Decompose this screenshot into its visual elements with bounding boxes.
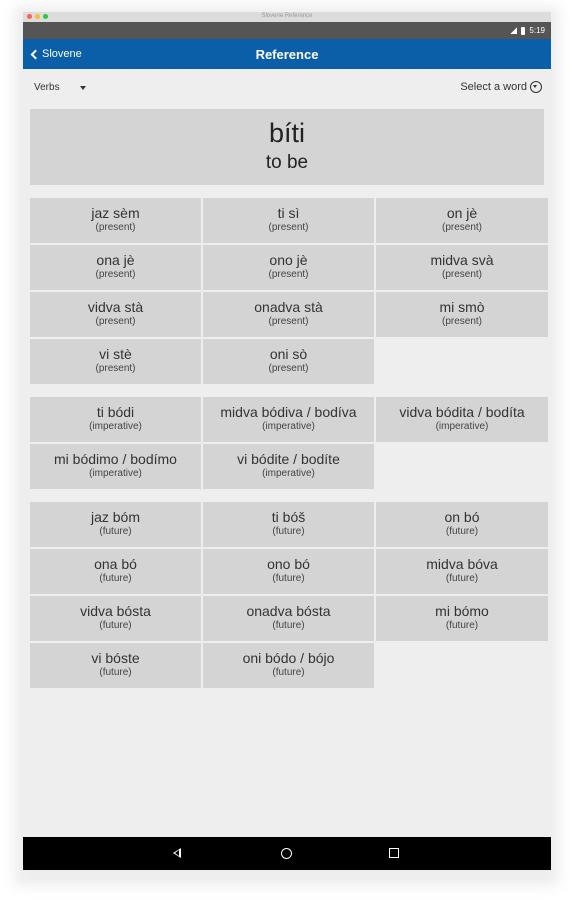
conjugated-form: ona jè bbox=[96, 252, 135, 268]
conjugated-form: oni bódo / bójo bbox=[242, 650, 335, 666]
conjugated-form: ono jè bbox=[269, 252, 308, 268]
conjugation-group bbox=[30, 397, 544, 489]
tense-label: (present) bbox=[95, 363, 136, 374]
conjugated-form: ona bó bbox=[94, 556, 137, 572]
conjugation-cell[interactable] bbox=[376, 502, 548, 547]
battery-icon bbox=[521, 27, 525, 35]
conjugated-form: oni sò bbox=[269, 346, 308, 362]
category-dropdown[interactable] bbox=[34, 82, 86, 93]
conjugated-form: jaz sèm bbox=[91, 205, 140, 221]
window-title: Slovene Reference bbox=[261, 13, 313, 19]
select-word-label: Select a word bbox=[460, 81, 527, 93]
category-value: Verbs bbox=[34, 82, 60, 93]
tense-label: (future) bbox=[445, 573, 479, 584]
conjugation-cell[interactable] bbox=[30, 596, 201, 641]
verb-header-card bbox=[30, 109, 544, 185]
conjugated-form: mi smò bbox=[439, 299, 485, 315]
tense-label: (imperative) bbox=[89, 468, 142, 479]
tense-label: (present) bbox=[95, 222, 136, 233]
conjugation-cell[interactable] bbox=[203, 502, 374, 547]
tense-label: (future) bbox=[445, 526, 479, 537]
conjugated-form: vi bóste bbox=[91, 650, 140, 666]
tense-label: (future) bbox=[272, 526, 305, 537]
conjugation-cell[interactable] bbox=[376, 397, 548, 442]
android-nav-bar bbox=[23, 837, 551, 870]
conjugated-form: mi bómo bbox=[435, 603, 489, 619]
conjugated-form: ti sì bbox=[277, 205, 300, 221]
conjugated-form: vi stè bbox=[99, 346, 132, 362]
conjugation-cell[interactable] bbox=[376, 198, 548, 243]
verb-translation: to be bbox=[265, 152, 309, 173]
page-title: Reference bbox=[255, 47, 319, 62]
conjugation-cell[interactable] bbox=[203, 643, 374, 688]
tense-label: (future) bbox=[445, 620, 479, 631]
tense-label: (present) bbox=[268, 363, 309, 374]
tense-label: (present) bbox=[441, 222, 482, 233]
chevron-left-icon bbox=[31, 49, 41, 59]
conjugation-cell[interactable] bbox=[376, 549, 548, 594]
tense-label: (future) bbox=[99, 526, 132, 537]
conjugation-cell[interactable] bbox=[203, 245, 374, 290]
conjugation-cell[interactable] bbox=[30, 292, 201, 337]
tense-label: (future) bbox=[272, 573, 305, 584]
conjugation-cell[interactable] bbox=[376, 245, 548, 290]
tense-label: (present) bbox=[441, 269, 482, 280]
conjugated-form: vidva bódita / bodíta bbox=[399, 404, 525, 420]
conjugated-form: midva bódiva / bodíva bbox=[220, 404, 357, 420]
tense-label: (present) bbox=[268, 222, 309, 233]
conjugation-cell[interactable] bbox=[30, 643, 201, 688]
conjugation-cell[interactable] bbox=[30, 339, 201, 384]
conjugation-cell[interactable] bbox=[30, 245, 201, 290]
back-triangle-icon[interactable] bbox=[173, 848, 181, 858]
circle-chevron-down-icon bbox=[530, 81, 542, 93]
conjugation-cell[interactable] bbox=[203, 549, 374, 594]
conjugation-cell[interactable] bbox=[30, 198, 201, 243]
conjugated-form: vidva stà bbox=[87, 299, 144, 315]
conjugation-cell[interactable] bbox=[203, 292, 374, 337]
tense-label: (future) bbox=[99, 667, 132, 678]
tense-label: (imperative) bbox=[435, 421, 489, 432]
back-button[interactable] bbox=[29, 39, 82, 69]
conjugation-groups bbox=[23, 198, 551, 688]
recents-square-icon[interactable] bbox=[389, 848, 399, 858]
conjugated-form: mi bódimo / bodímo bbox=[54, 451, 177, 467]
tense-label: (present) bbox=[95, 316, 136, 327]
conjugation-group bbox=[30, 502, 544, 688]
conjugation-cell[interactable] bbox=[203, 397, 374, 442]
conjugation-cell[interactable] bbox=[203, 339, 374, 384]
home-circle-icon[interactable] bbox=[281, 848, 292, 859]
conjugation-cell[interactable] bbox=[203, 596, 374, 641]
device-frame bbox=[23, 12, 551, 870]
conjugation-cell[interactable] bbox=[30, 549, 201, 594]
conjugated-form: on bó bbox=[444, 509, 480, 525]
tense-label: (future) bbox=[272, 620, 305, 631]
tense-label: (imperative) bbox=[262, 421, 315, 432]
tense-label: (future) bbox=[99, 620, 132, 631]
tense-label: (present) bbox=[95, 269, 136, 280]
tense-label: (present) bbox=[441, 316, 482, 327]
back-label: Slovene bbox=[42, 48, 82, 60]
status-bar bbox=[23, 22, 551, 39]
window-titlebar bbox=[23, 12, 551, 22]
conjugation-cell[interactable] bbox=[203, 444, 374, 489]
conjugated-form: midva svà bbox=[430, 252, 494, 268]
signal-icon bbox=[510, 27, 517, 34]
conjugated-form: jaz bóm bbox=[90, 509, 141, 525]
tense-label: (future) bbox=[99, 573, 132, 584]
tense-label: (present) bbox=[268, 316, 309, 327]
status-time: 5:19 bbox=[529, 26, 545, 35]
verb-infinitive: bíti bbox=[268, 118, 306, 148]
conjugation-cell[interactable] bbox=[203, 198, 374, 243]
tense-label: (future) bbox=[272, 667, 305, 678]
conjugation-cell[interactable] bbox=[376, 292, 548, 337]
conjugated-form: onadva bósta bbox=[246, 603, 331, 619]
conjugation-cell[interactable] bbox=[30, 502, 201, 547]
conjugation-cell[interactable] bbox=[376, 596, 548, 641]
dropdown-arrow-icon bbox=[80, 86, 86, 90]
controls-row bbox=[23, 69, 551, 109]
select-word-button[interactable] bbox=[460, 81, 542, 93]
conjugation-cell[interactable] bbox=[30, 397, 201, 442]
conjugated-form: vi bódite / bodíte bbox=[237, 451, 340, 467]
conjugated-form: on jè bbox=[446, 205, 478, 221]
conjugation-cell[interactable] bbox=[30, 444, 201, 489]
tense-label: (imperative) bbox=[262, 468, 315, 479]
conjugated-form: ti bóš bbox=[271, 509, 306, 525]
conjugated-form: onadva stà bbox=[254, 299, 323, 315]
app-bar bbox=[23, 39, 551, 69]
conjugated-form: vidva bósta bbox=[80, 603, 151, 619]
conjugated-form: midva bóva bbox=[426, 556, 498, 572]
tense-label: (imperative) bbox=[89, 421, 142, 432]
conjugation-group bbox=[30, 198, 544, 384]
tense-label: (present) bbox=[268, 269, 309, 280]
conjugated-form: ono bó bbox=[267, 556, 310, 572]
conjugated-form: ti bódi bbox=[96, 404, 135, 420]
